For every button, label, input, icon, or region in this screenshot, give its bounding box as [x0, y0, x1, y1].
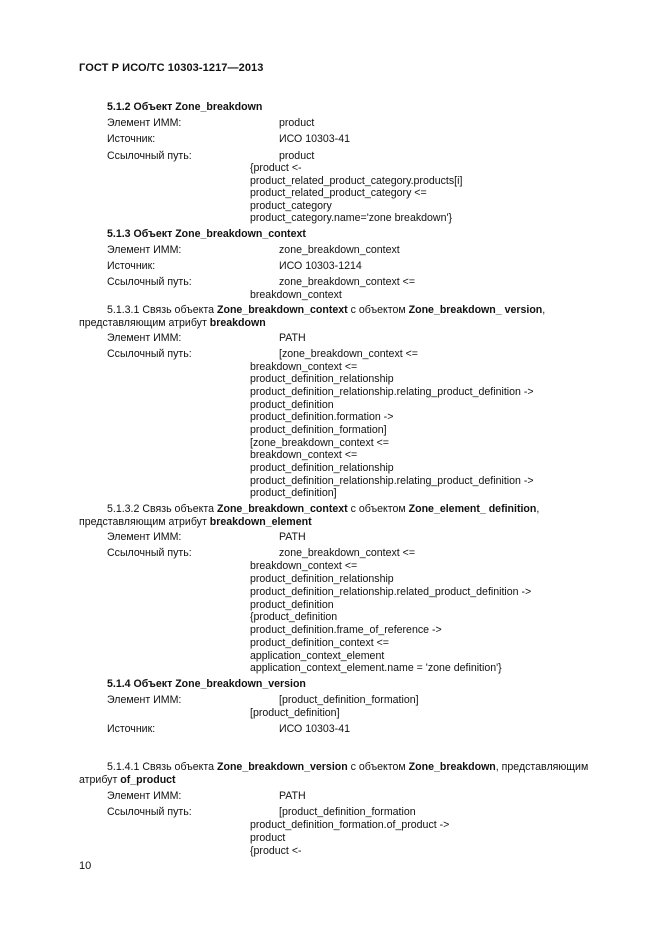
ref-path-line: product_definition_relationship: [250, 462, 394, 474]
imm-value: PATH: [279, 531, 306, 543]
imm-value: PATH: [279, 332, 306, 344]
relation-paragraph-5-1-4-1-cont: [79, 774, 176, 787]
ref-path-line: product_definition_formation]: [250, 424, 387, 436]
ref-path-line: breakdown_context: [250, 289, 342, 301]
source-value: ИСО 10303-41: [279, 133, 350, 145]
imm-label: Элемент ИММ:: [107, 531, 182, 543]
ref-path-line: application_context_element: [250, 650, 385, 662]
ref-path-line: breakdown_context <=: [250, 560, 358, 572]
source-label: Источник:: [107, 260, 156, 272]
ref-path-line: product: [250, 832, 286, 844]
attribute-name: of_product: [120, 774, 176, 786]
source-label: Источник:: [107, 133, 156, 145]
ref-path-line: product_category: [250, 200, 332, 212]
paragraph-text: 5.1.3.1 Связь объекта: [107, 304, 215, 316]
ref-path-line: {product <-: [250, 162, 302, 174]
imm-value: product: [279, 117, 315, 129]
ref-path-first-line: product: [279, 150, 315, 162]
paragraph-text: ,: [542, 304, 546, 316]
section-title-5-1-4: 5.1.4 Объект Zone_breakdown_version: [107, 678, 306, 690]
ref-path-line: product_definition_context <=: [250, 637, 389, 649]
ref-path-label: Ссылочный путь:: [107, 547, 192, 559]
imm-label: Элемент ИММ:: [107, 332, 182, 344]
ref-path-line: product_definition_relationship: [250, 373, 394, 385]
ref-path-line: product_related_product_category.products[i]: [250, 175, 463, 187]
entity-name: Zone_breakdown: [408, 761, 496, 773]
entity-name: Zone_breakdown_context: [217, 304, 348, 316]
entity-name: Zone_breakdown_version: [217, 761, 348, 773]
paragraph-text: с объектом: [350, 304, 406, 316]
relation-paragraph-5-1-3-2: [107, 503, 539, 516]
ref-path-first-line: [product_definition_formation: [279, 806, 416, 818]
ref-path-first-line: zone_breakdown_context <=: [279, 547, 416, 559]
source-value: ИСО 10303-1214: [279, 260, 362, 272]
paragraph-text: атрибут: [79, 774, 118, 786]
ref-path-label: Ссылочный путь:: [107, 348, 192, 360]
ref-path-line: product_definition_relationship.relating_product_definition ->: [250, 475, 534, 487]
ref-path-line: [zone_breakdown_context <=: [250, 437, 389, 449]
ref-path-line: product_category.name='zone breakdown'}: [250, 212, 453, 224]
attribute-name: breakdown_element: [209, 516, 312, 528]
entity-name: Zone_breakdown_ version: [408, 304, 543, 316]
ref-path-first-line: zone_breakdown_context <=: [279, 276, 416, 288]
paragraph-text: 5.1.4.1 Связь объекта: [107, 761, 215, 773]
imm-label: Элемент ИММ:: [107, 694, 182, 706]
ref-path-line: application_context_element.name = 'zone definition'}: [250, 662, 502, 674]
relation-paragraph-5-1-3-1: [107, 304, 545, 317]
relation-paragraph-5-1-3-2-cont: [79, 516, 312, 529]
page-number: 10: [79, 860, 92, 872]
ref-path-line: product_definition.formation ->: [250, 411, 394, 423]
paragraph-text: ,: [536, 503, 540, 515]
ref-path-line: product_definition: [250, 599, 334, 611]
ref-path-label: Ссылочный путь:: [107, 150, 192, 162]
ref-path-line: breakdown_context <=: [250, 449, 358, 461]
relation-paragraph-5-1-3-1-cont: [79, 317, 266, 330]
source-label: Источник:: [107, 723, 156, 735]
ref-path-line: product_definition: [250, 399, 334, 411]
ref-path-line: product_related_product_category <=: [250, 187, 427, 199]
imm-label: Элемент ИММ:: [107, 117, 182, 129]
ref-path-label: Ссылочный путь:: [107, 806, 192, 818]
ref-path-line: breakdown_context <=: [250, 361, 358, 373]
ref-path-line: product_definition_formation.of_product ->: [250, 819, 450, 831]
ref-path-line: product_definition]: [250, 487, 337, 499]
paragraph-text: представляющим атрибут: [79, 317, 207, 329]
section-title-5-1-2: 5.1.2 Объект Zone_breakdown: [107, 101, 263, 113]
imm-value: [product_definition_formation]: [279, 694, 419, 706]
imm-label: Элемент ИММ:: [107, 790, 182, 802]
ref-path-line: product_definition_relationship.relating_product_definition ->: [250, 386, 534, 398]
paragraph-text: с объектом: [350, 503, 406, 515]
imm-value: zone_breakdown_context: [279, 244, 400, 256]
imm-label: Элемент ИММ:: [107, 244, 182, 256]
paragraph-text: с объектом: [350, 761, 406, 773]
imm-value-cont: [product_definition]: [250, 707, 340, 719]
ref-path-line: {product_definition: [250, 611, 338, 623]
entity-name: Zone_breakdown_context: [217, 503, 348, 515]
document-header: ГОСТ Р ИСО/ТС 10303-1217—2013: [79, 62, 264, 74]
entity-name: Zone_element_ definition: [408, 503, 537, 515]
relation-paragraph-5-1-4-1: [107, 761, 588, 774]
source-value: ИСО 10303-41: [279, 723, 350, 735]
section-title-5-1-3: 5.1.3 Объект Zone_breakdown_context: [107, 228, 306, 240]
paragraph-text: представляющим атрибут: [79, 516, 207, 528]
attribute-name: breakdown: [209, 317, 266, 329]
ref-path-line: product_definition_relationship: [250, 573, 394, 585]
ref-path-label: Ссылочный путь:: [107, 276, 192, 288]
ref-path-line: {product <-: [250, 845, 302, 857]
paragraph-text: 5.1.3.2 Связь объекта: [107, 503, 215, 515]
ref-path-first-line: [zone_breakdown_context <=: [279, 348, 418, 360]
paragraph-text: , представляющим: [495, 761, 589, 773]
ref-path-line: product_definition_relationship.related_product_definition ->: [250, 586, 532, 598]
ref-path-line: product_definition.frame_of_reference ->: [250, 624, 442, 636]
imm-value: PATH: [279, 790, 306, 802]
